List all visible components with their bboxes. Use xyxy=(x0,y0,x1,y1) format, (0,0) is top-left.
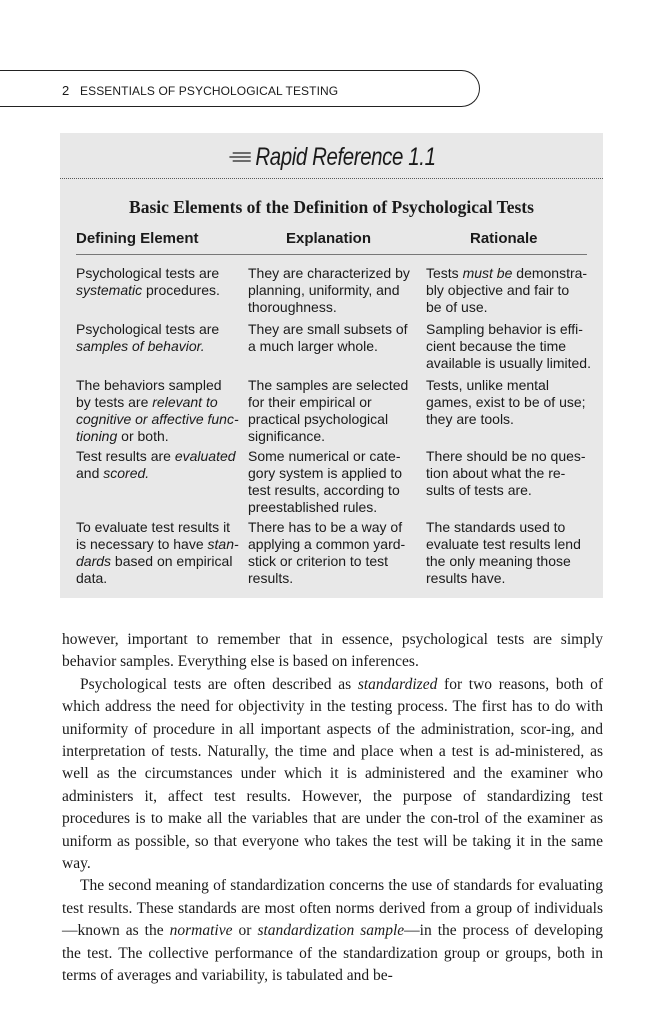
running-title: ESSENTIALS OF PSYCHOLOGICAL TESTING xyxy=(80,84,339,98)
dotted-divider xyxy=(60,178,603,179)
paragraph: The second meaning of standardization concerns the use of standards for evaluating test results. These standards are most often norms derived from a group of individuals—known as the normative or standardization sample—in the process of developing the test. The collective performance of the standardization group or groups, both in terms of averages and variability, is tabulated and be- xyxy=(62,877,603,985)
page-number: 2 xyxy=(62,83,70,98)
table-cell-element: The behaviors sampled by tests are relevant to cognitive or affective func- tioning or both. xyxy=(76,377,239,444)
table-cell-rationale: Tests, unlike mental games, exist to be of use; they are tools. xyxy=(426,377,586,427)
column-header-explanation: Explanation xyxy=(286,230,372,247)
table-cell-rationale: The standards used to evaluate test results lend the only meaning those results have. xyxy=(426,519,581,586)
table-cell-rationale: Tests must be demonstra- bly objective and fair to be of use. xyxy=(426,265,588,315)
rapid-reference-title-text: Rapid Reference 1.1 xyxy=(255,143,436,171)
table-cell-element: To evaluate test results it is necessary to have stan- dards based on empirical data. xyxy=(76,519,239,586)
paragraph: Psychological tests are often described as standardized for two reasons, both of which address the need for objectivity in the testing process. The first has to do with uniformity of procedure in all important aspects of the administration, scor-ing, and interpretation of tests. Naturally, the time and place when a test is ad-ministered, as well as the circumstances under which it is administered and the examiner who administers it, affect test results. However, the purpose of standardizing test procedures is to make all the variables that are under the con-trol of the examiner as uniform as possible, so that everyone who takes the test will be taking it in the same way. xyxy=(62,675,603,873)
table-cell-element: Psychological tests are samples of behavior. xyxy=(76,321,220,354)
rapid-reference-box xyxy=(60,133,603,598)
header-rule xyxy=(76,254,587,255)
table-cell-rationale: Sampling behavior is effi- cient because the time available is usually limited. xyxy=(426,321,591,371)
body-text xyxy=(62,629,603,988)
table-cell-explanation: There has to be a way of applying a common yard- stick or criterion to test results. xyxy=(248,519,406,586)
paragraph: however, important to remember that in essence, psychological tests are simply behavior samples. Everything else is based on inferences. xyxy=(62,631,603,671)
table-cell-element: Psychological tests are systematic procedures. xyxy=(76,265,220,298)
table-cell-explanation: They are small subsets of a much larger whole. xyxy=(248,321,408,354)
table-heading: Basic Elements of the Definition of Psychological Tests xyxy=(129,197,534,217)
table-cell-explanation: They are characterized by planning, uniformity, and thoroughness. xyxy=(248,265,410,315)
table-cell-explanation: The samples are selected for their empirical or practical psychological significance. xyxy=(248,377,409,444)
table-cell-element: Test results are evaluated and scored. xyxy=(76,448,236,481)
rapid-reference-icon xyxy=(227,142,252,171)
table-cell-rationale: There should be no ques- tion about what the re- sults of tests are. xyxy=(426,448,586,498)
column-header-defining-element: Defining Element xyxy=(76,230,199,247)
table-cell-explanation: Some numerical or cate- gory system is applied to test results, according to preestablished rules. xyxy=(248,448,403,515)
column-header-rationale: Rationale xyxy=(470,230,538,247)
rapid-reference-title xyxy=(109,143,554,173)
